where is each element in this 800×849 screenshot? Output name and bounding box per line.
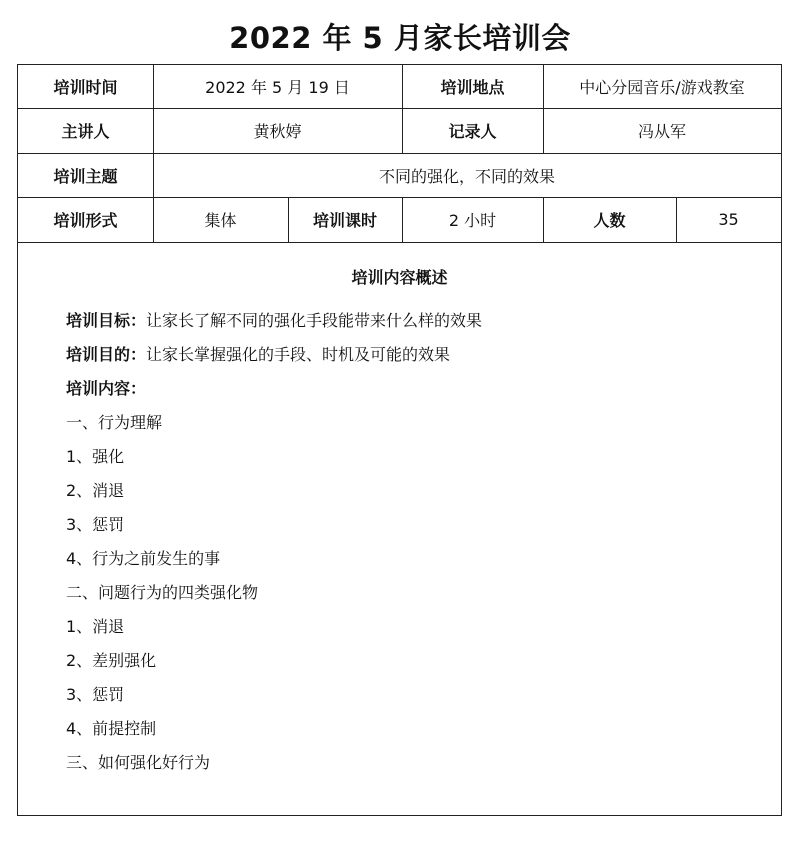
training-form-value: 集体 bbox=[204, 211, 237, 230]
training-place-value: 中心分园音乐/游戏教室 bbox=[579, 78, 745, 97]
training-content-label: 培训内容： bbox=[66, 379, 147, 398]
content-summary-heading: 培训内容概述 bbox=[351, 268, 448, 287]
content-list-item: 4、行为之前发生的事 bbox=[66, 549, 221, 568]
training-record-table bbox=[17, 64, 782, 816]
recorder-label: 记录人 bbox=[448, 122, 497, 141]
content-list-item: 2、差别强化 bbox=[66, 651, 157, 670]
content-list-item: 一、行为理解 bbox=[66, 413, 163, 432]
content-list-item: 二、问题行为的四类强化物 bbox=[66, 583, 259, 602]
training-content-line bbox=[66, 376, 146, 399]
training-goal-label: 培训目标： bbox=[66, 311, 147, 330]
speaker-label: 主讲人 bbox=[61, 122, 110, 141]
training-place-label: 培训地点 bbox=[440, 78, 505, 97]
content-list-item: 1、强化 bbox=[66, 447, 125, 466]
speaker-value: 黄秋婷 bbox=[253, 122, 302, 141]
training-time-label: 培训时间 bbox=[53, 78, 118, 97]
recorder-value: 冯从军 bbox=[637, 122, 686, 141]
document-title: 2022 年 5 月家长培训会 bbox=[229, 21, 571, 55]
training-hours-value: 2 小时 bbox=[448, 211, 497, 230]
training-time-value: 2022 年 5 月 19 日 bbox=[205, 78, 350, 97]
content-list-item: 3、惩罚 bbox=[66, 685, 125, 704]
content-list-item: 1、消退 bbox=[66, 617, 125, 636]
training-topic-label: 培训主题 bbox=[53, 166, 118, 186]
content-list-item: 三、如何强化好行为 bbox=[66, 753, 211, 772]
content-list-item: 2、消退 bbox=[66, 481, 125, 500]
training-hours-label: 培训课时 bbox=[312, 211, 377, 230]
attendee-count-value: 35 bbox=[718, 210, 739, 229]
training-goal-text: 让家长了解不同的强化手段能带来什么样的效果 bbox=[146, 311, 483, 330]
training-purpose-text: 让家长掌握强化的手段、时机及可能的效果 bbox=[146, 345, 451, 364]
training-goal-line bbox=[66, 308, 482, 331]
training-purpose-label: 培训目的： bbox=[66, 345, 147, 364]
attendee-count-label: 人数 bbox=[593, 211, 626, 230]
content-list-item: 3、惩罚 bbox=[66, 515, 125, 534]
training-topic-value: 不同的强化，不同的效果 bbox=[378, 166, 555, 186]
content-list-item: 4、前提控制 bbox=[66, 719, 157, 738]
row-divider bbox=[18, 242, 781, 243]
training-form-label: 培训形式 bbox=[53, 211, 118, 230]
training-purpose-line bbox=[66, 342, 450, 365]
